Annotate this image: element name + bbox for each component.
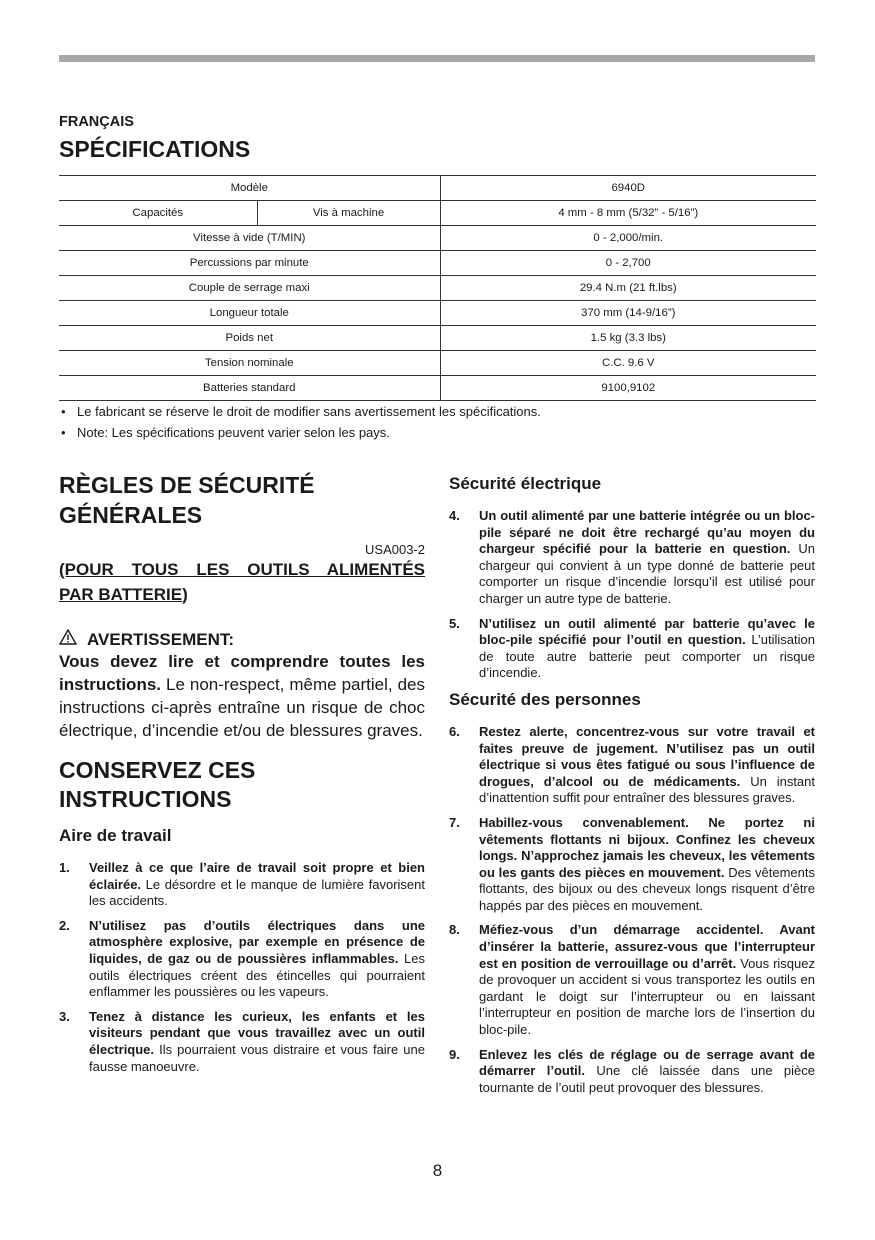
list-item: 6. Restez alerte, concentrez-vous sur votre travail et faites preuve de jugement. N’utilisez pas un outil électrique si vous êtes fatigué ou sous l’influence de drogues, d’alcool ou de médicaments. Un instant d’inattention suffit pour entraîner des blessures graves.: [449, 723, 815, 806]
spec-value: 4 mm - 8 mm (5/32” - 5/16”): [440, 201, 816, 226]
spec-label: Percussions par minute: [59, 251, 440, 276]
safety-title: RÈGLES DE SÉCURITÉ GÉNÉRALES: [59, 472, 315, 528]
battery-tools-subtitle: (POUR TOUS LES OUTILS ALIMENTÉS: [59, 560, 425, 579]
spec-value: 370 mm (14-9/16”): [440, 301, 816, 326]
spec-notes: [59, 404, 816, 446]
table-row: [59, 326, 816, 351]
specifications-title: SPÉCIFICATIONS: [59, 136, 251, 162]
table-row: [59, 226, 816, 251]
spec-label: Capacités: [59, 201, 257, 226]
spec-value: 1.5 kg (3.3 lbs): [440, 326, 816, 351]
spec-label: Vitesse à vide (T/MIN): [59, 226, 440, 251]
list-item: • Le fabricant se réserve le droit de modifier sans avertissement les spécifications.: [59, 404, 816, 419]
spec-label: Tension nominale: [59, 351, 440, 376]
battery-tools-subtitle-2: PAR BATTERIE): [59, 585, 188, 604]
left-column: [59, 470, 425, 1083]
electrical-safety-heading: Sécurité électrique: [449, 474, 602, 493]
table-row: [59, 251, 816, 276]
spec-value: 6940D: [440, 176, 816, 201]
table-row: [59, 276, 816, 301]
right-column: [449, 470, 815, 1104]
spec-label: Poids net: [59, 326, 440, 351]
spec-label: Batteries standard: [59, 376, 440, 401]
language-label: FRANÇAIS: [59, 114, 134, 130]
work-area-heading: Aire de travail: [59, 826, 172, 845]
table-row: [59, 176, 816, 201]
table-row: [59, 201, 816, 226]
warning-text: Vous devez lire et comprendre toutes les instructions. Le non-respect, même partiel, des instructions ci-après entraîne un risque de choc électrique, d’incendie et/ou de blessures graves.: [59, 652, 425, 740]
list-item: 7. Habillez-vous convenablement. Ne portez ni vêtements flottants ni bijoux. Confinez les cheveux longs. N’approchez jamais les cheveux, les vêtements ou les gants des pièces en mouvement. Des vêtements flottants, des bijoux ou des cheveux longs risquent d’être happés par des pièces en mouvement.: [449, 814, 815, 913]
list-item: • Note: Les spécifications peuvent varier selon les pays.: [59, 425, 816, 440]
spec-value: 29.4 N.m (21 ft.lbs): [440, 276, 816, 301]
list-item: 8. Méfiez-vous d’un démarrage accidentel. Avant d’insérer la batterie, assurez-vous que l’interrupteur est en position de verrouillage ou d’arrêt. Vous risquez de provoquer un accident si vous transportez les outils en gardant le doigt sur l’interrupteur ou en laissant l’interrupteur en position de marche lors de l’insertion du bloc-pile.: [449, 922, 816, 1038]
page-number: 8: [432, 1161, 443, 1180]
warning-heading: AVERTISSEMENT:: [59, 629, 425, 650]
keep-instructions-title: CONSERVEZ CES INSTRUCTIONS: [59, 757, 256, 812]
table-row: [59, 351, 816, 376]
reference-code: USA003-2: [365, 542, 425, 557]
list-item: 9. Enlevez les clés de réglage ou de serrage avant de démarrer l’outil. Une clé laissée dans une pièce tournante de l’outil peut provoquer des blessures.: [449, 1046, 816, 1095]
table-row: [59, 301, 816, 326]
warning-triangle-icon: [59, 629, 79, 650]
list-item: 3. Tenez à distance les curieux, les enfants et les visiteurs pendant que vous travaillez avec un outil électrique. Ils pourraient vous distraire et vous faire une fausse manoeuvre.: [59, 1008, 425, 1074]
list-item: 1. Veillez à ce que l’aire de travail soit propre et bien éclairée. Le désordre et le manque de lumière favorisent les accidents.: [59, 860, 425, 909]
spec-sublabel: Vis à machine: [257, 201, 440, 226]
spec-label: Modèle: [59, 176, 440, 201]
spec-value: 0 - 2,700: [440, 251, 816, 276]
spec-value: C.C. 9.6 V: [440, 351, 816, 376]
personal-safety-heading: Sécurité des personnes: [449, 689, 641, 709]
specifications-table: [59, 175, 816, 401]
list-item: 5. N’utilisez un outil alimenté par batterie qu’avec le bloc-pile spécifié pour l’outil en question. L’utilisation de toute autre batterie peut comporter un risque d’incendie.: [449, 615, 815, 681]
list-item: 4. Un outil alimenté par une batterie intégrée ou un bloc-pile séparé ne doit être rechargé qu’au moyen du chargeur spécifié pour la batterie en question. Un chargeur qui convient à un type donné de batterie peut comporter un risque d’incendie lorsqu’il est utilisé pour charger un autre type de batterie.: [449, 508, 815, 606]
spec-value: 9100,9102: [440, 376, 816, 401]
spec-value: 0 - 2,000/min.: [440, 226, 816, 251]
list-item: 2. N’utilisez pas d’outils électriques dans une atmosphère explosive, par exemple en présence de liquides, de gaz ou de poussières inflammables. Les outils électriques créent des étincelles qui pourraient enflammer les poussières ou les vapeurs.: [59, 917, 425, 1000]
spec-label: Couple de serrage maxi: [59, 276, 440, 301]
table-row: [59, 376, 816, 401]
header-rule: [59, 55, 815, 62]
spec-label: Longueur totale: [59, 301, 440, 326]
